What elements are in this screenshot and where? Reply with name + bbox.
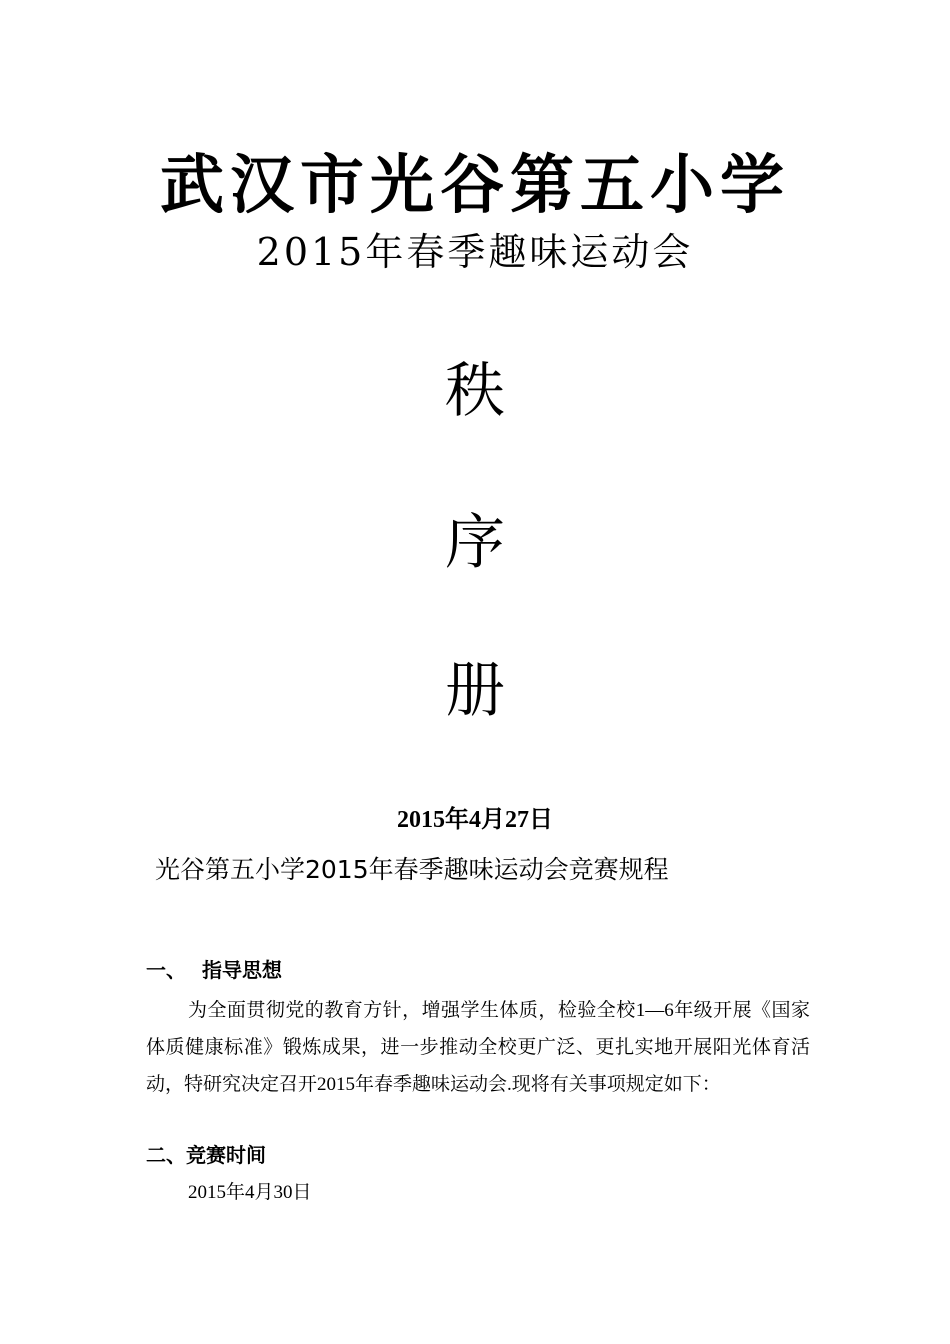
school-title: 武汉市光谷第五小学 [160, 148, 790, 223]
section-heading-text: 指导思想 [202, 958, 282, 982]
cover-char-booklet: 册 [445, 656, 505, 726]
cover-char-sequence: 序 [445, 508, 505, 578]
section-heading-guiding-principle [146, 956, 282, 984]
section-body-guiding-principle: 为全面贯彻党的教育方针，增强学生体质，检验全校1—6年级开展《国家体质健康标准》锻炼成果，进一步推动全校更广泛、更扎实地开展阳光体育活动，特研究决定召开2015年春季趣味运动会.现将有关事项规定如下： [146, 1000, 810, 1095]
section-body-competition-time: 2015年4月30日 [188, 1182, 312, 1203]
section-number: 一、 [146, 958, 186, 982]
rules-title: 光谷第五小学2015年春季趣味运动会竞赛规程 [155, 855, 669, 884]
section-heading-competition-time: 二、竞赛时间 [146, 1143, 266, 1167]
cover-char-order: 秩 [445, 356, 505, 426]
event-subtitle: 2015年春季趣味运动会 [256, 230, 694, 274]
cover-date: 2015年4月27日 [397, 807, 553, 833]
